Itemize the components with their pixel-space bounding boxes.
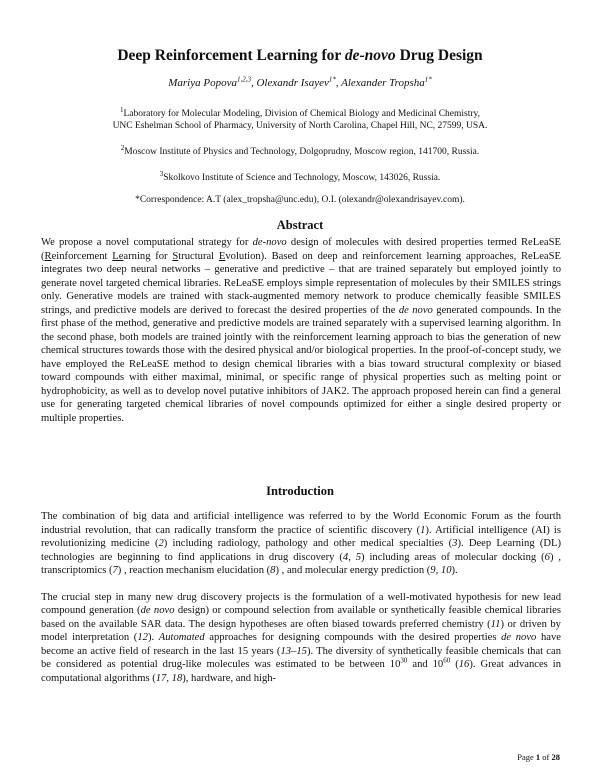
introduction-body [41, 510, 561, 685]
correspondence-line: *Correspondence: A.T (alex_tropsha@unc.edu), O.I. (olexandr@olexandrisayev.com). [135, 195, 465, 205]
abstract-heading: Abstract [276, 218, 324, 232]
author: Alexander Tropsha$^{1*}$ [341, 75, 432, 89]
author: Mariya Popova$^{1,2,3}$, [168, 75, 257, 89]
author: Olexandr Isayev$^{1*}$, [256, 75, 342, 89]
author-list [0, 77, 600, 89]
affiliation-2: $^2$Moscow Institute of Physics and Technology, Dolgoprudny, Moscow region, 141700, Russia. [120, 143, 480, 157]
affiliation-1: $^1$Laboratory for Molecular Modeling, Division of Chemical Biology and Medicinal Chemistry, UNC Eshelman School of Pharmacy, University of North Carolina, Chapel Hill, NC, 27599, USA. [112, 105, 488, 131]
page-number: Page 1 of 28 [517, 752, 560, 762]
intro-paragraph-1: The combination of big data and artificial intelligence was referred to by the World Economic Forum as the fourth industrial revolution, that can radically transform the practice of scientific discovery (1). Artificial intelligence (AI) is revolutionizing medicine (2) including radiology, pathology and other medical specialties (3). Deep Learning (DL) technologies are beginning to find applications in drug discovery (4, 5) including areas of molecular docking (6) , transcriptomics (7) , reaction mechanism elucidation (8) , and molecular energy prediction (9, 10). [41, 511, 562, 576]
paper-title: Deep Reinforcement Learning for de-novo Drug Design [117, 47, 483, 64]
introduction-heading: Introduction [266, 484, 334, 498]
affiliation-3: $^3$Skolkovo Institute of Science and Technology, Moscow, 143026, Russia. [159, 169, 441, 183]
abstract-body [41, 236, 561, 425]
abstract-paragraph: We propose a novel computational strategy for de-novo design of molecules with desired properties termed ReLeaSE (Reinforcement Learning for Structural Evolution). Based on deep and reinforcement learning approaches, ReLeaSE integrates two deep neural networks – generative and predictive – that are trained separately but employed jointly to generate novel targeted chemical libraries. ReLeaSE employs simple representation of molecules by their SMILES strings only. Generative models are trained with stack-augmented memory network to produce chemically feasible SMILES strings, and predictive models are derived to forecast the desired properties of the de novo generated compounds. In the first phase of the method, generative and predictive models are trained separately with a supervised learning algorithm. In the second phase, both models are trained jointly with the reinforcement learning approach to bias the generation of new chemical structures towards those with the desired physical and/or biological properties. In the proof-of-concept study, we have employed the ReLeaSE method to design chemical libraries with a bias toward structural complexity or biased toward compounds with either maximal, minimal, or specific range of physical properties such as melting point or hydrophobicity, as well as to develop novel putative inhibitors of JAK2. The approach proposed herein can find a general use for generating targeted chemical libraries of novel compounds optimized for either a single desired property or multiple properties. [41, 237, 561, 424]
intro-paragraph-2: The crucial step in many new drug discovery projects is the formulation of a well-motivated hypothesis for new lead compound generation (de novo design) or compound selection from available or synthetically feasible chemical libraries based on the available SAR data. The design hypotheses are often biased towards preferred chemistry (11) or driven by model interpretation (12). Automated approaches for designing compounds with the desired properties de novo have become an active field of research in the last 15 years (13–15). The diversity of synthetically feasible chemicals that can be considered as potential drug-like molecules was estimated to be between $10^{30}$ and $10^{60}$ (16). Great advances in computational algorithms (17, 18), hardware, and high- [41, 591, 561, 684]
